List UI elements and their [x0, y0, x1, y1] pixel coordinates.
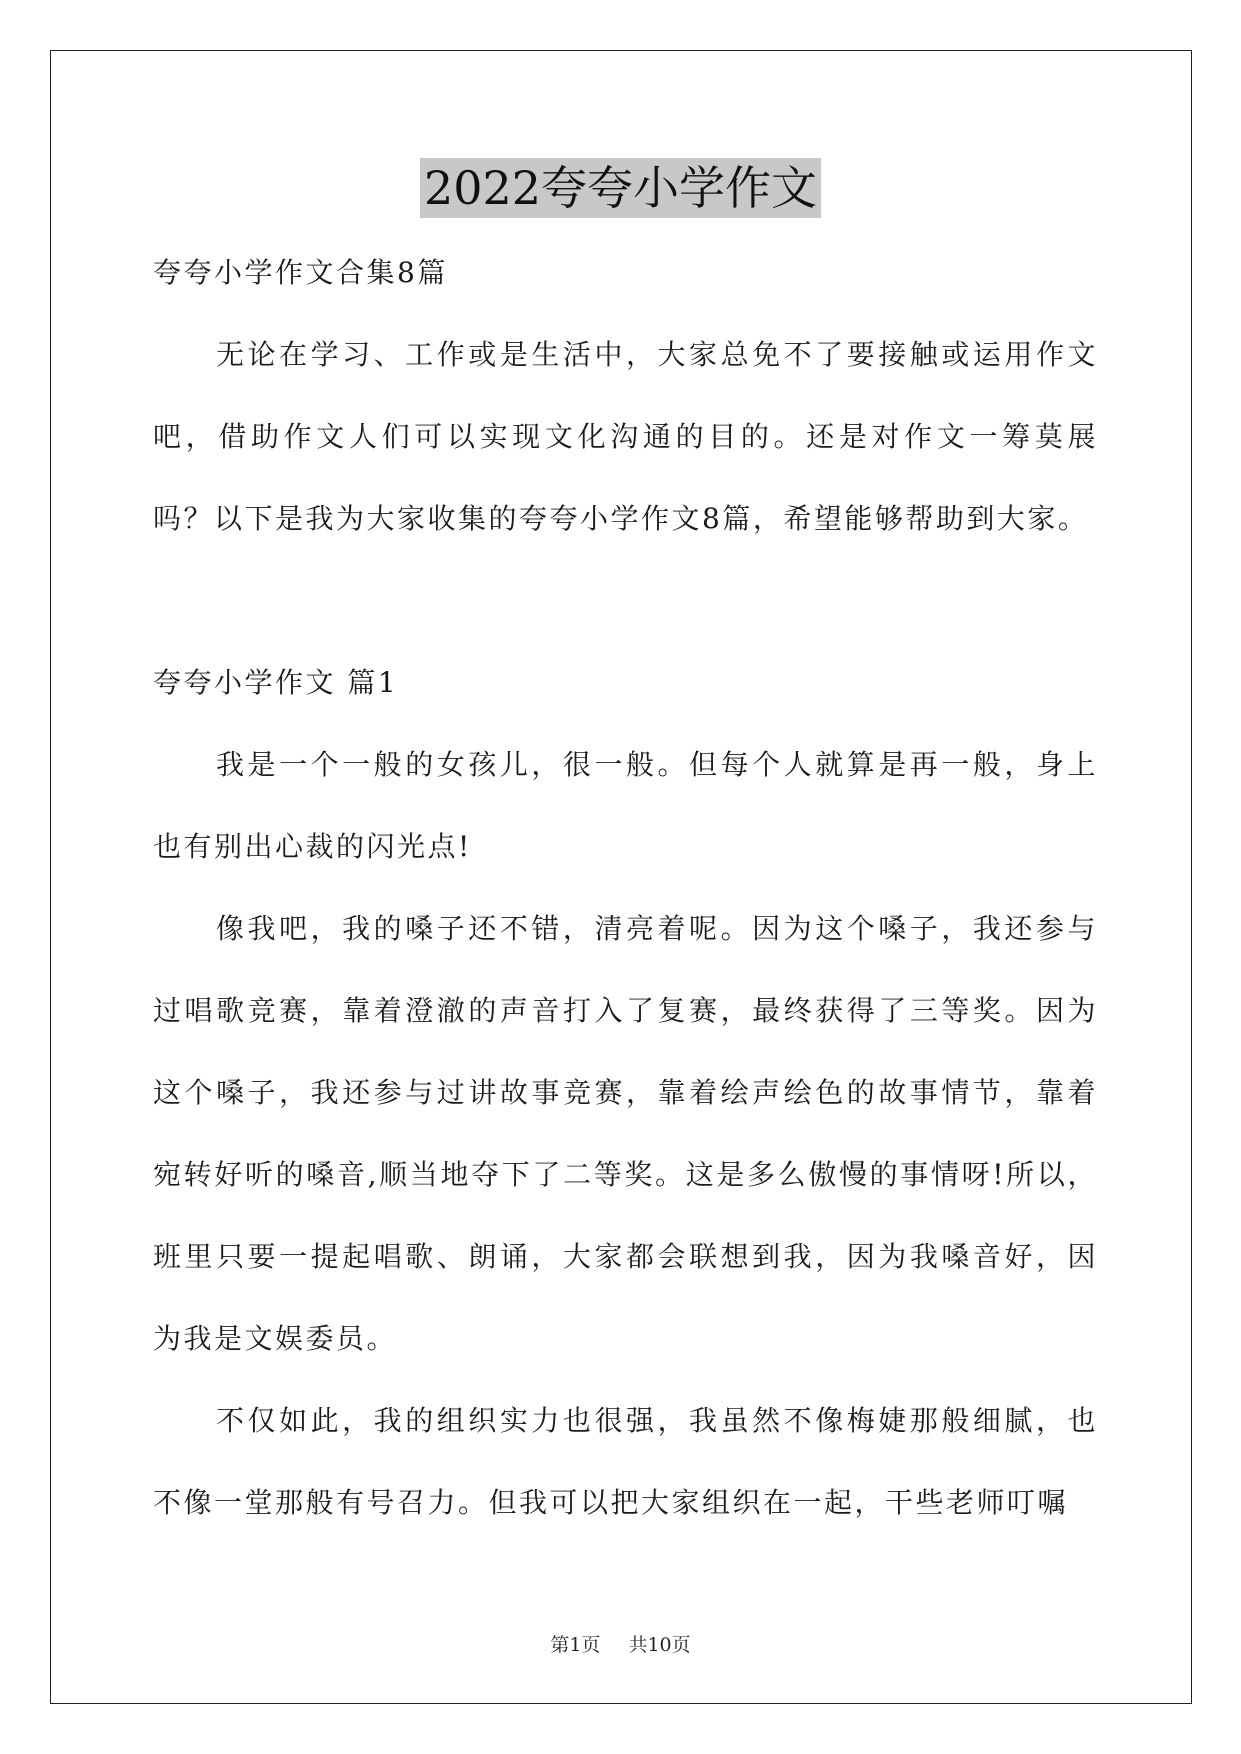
intro-paragraph: 无论在学习、工作或是生活中，大家总免不了要接触或运用作文吧，借助作文人们可以实现文化沟通的目的。还是对作文一筹莫展吗？以下是我为大家收集的夸夸小学作文8篇，希望能够帮助到大家。 — [153, 338, 1098, 535]
body-paragraph: 我是一个一般的女孩儿，很一般。但每个人就算是再一般，身上也有别出心裁的闪光点! — [153, 748, 1098, 863]
collection-subtitle: 夸夸小学作文合集8篇 — [153, 256, 448, 289]
page-footer — [0, 1630, 1241, 1657]
page-total: 共10页 — [628, 1634, 691, 1656]
body-paragraph: 不仅如此，我的组织实力也很强，我虽然不像梅婕那般细腻，也不像一堂那般有号召力。但我可以把大家组织在一起，干些老师叮嘱 — [153, 1404, 1098, 1519]
document-body — [153, 232, 1098, 1544]
section-heading: 夸夸小学作文 篇1 — [153, 666, 399, 699]
page-number: 第1页 — [550, 1634, 601, 1656]
title-container — [0, 158, 1241, 218]
section-spacer — [153, 560, 1098, 642]
document-title: 2022夸夸小学作文 — [420, 158, 821, 218]
body-paragraph: 像我吧，我的嗓子还不错，清亮着呢。因为这个嗓子，我还参与过唱歌竞赛，靠着澄澈的声音打入了复赛，最终获得了三等奖。因为这个嗓子，我还参与过讲故事竞赛，靠着绘声绘色的故事情节，靠着宛转好听的嗓音,顺当地夺下了二等奖。这是多么傲慢的事情呀!所以，班里只要一提起唱歌、朗诵，大家都会联想到我，因为我嗓音好，因为我是文娱委员。 — [153, 912, 1098, 1355]
